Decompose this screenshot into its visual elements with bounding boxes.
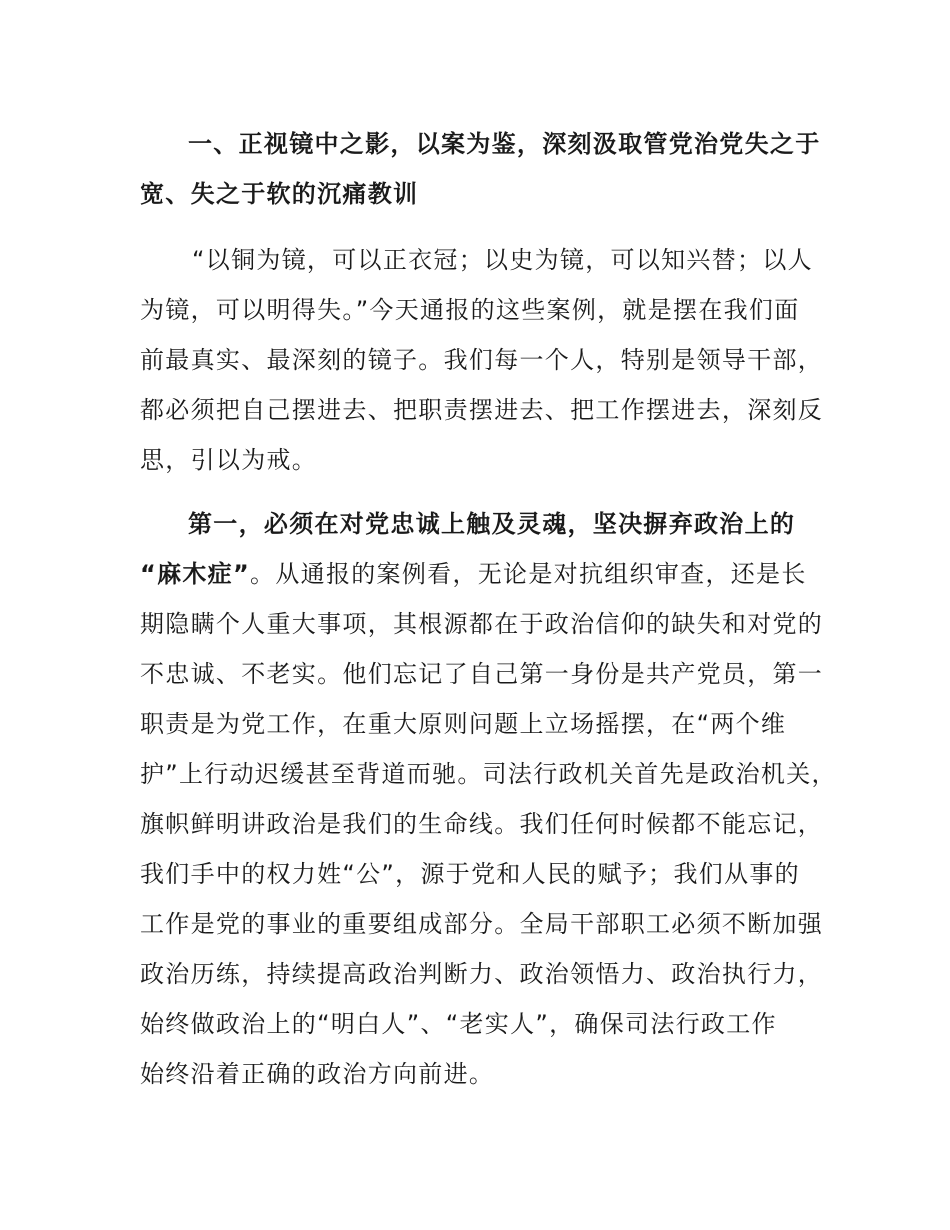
section-heading-line-2: 宽、失之于软的沉痛教训 — [140, 180, 419, 208]
paragraph-1-line-5: 思，引以为戒。 — [140, 446, 318, 474]
paragraph-2-line-9: 工作是党的事业的重要组成部分。全局干部职工必须不断加强 — [140, 910, 824, 938]
paragraph-2-line-6: 护”上行动迟缓甚至背道而驰。司法行政机关首先是政治机关， — [140, 760, 837, 788]
paragraph-2-line-2-text: 。从通报的案例看，无论是对抗组织审查，还是长 — [250, 560, 807, 588]
paragraph-2-line-10: 政治历练，持续提高政治判断力、政治领悟力、政治执行力， — [140, 960, 824, 988]
paragraph-2-line-3: 期隐瞒个人重大事项，其根源都在于政治信仰的缺失和对党的 — [140, 610, 824, 638]
paragraph-2-line-11: 始终做政治上的“明白人”、“老实人”，确保司法行政工作 — [140, 1010, 777, 1038]
paragraph-1-line-3: 前最真实、最深刻的镜子。我们每一个人，特别是领导干部， — [140, 346, 824, 374]
paragraph-2-line-5: 职责是为党工作，在重大原则问题上立场摇摆，在“两个维 — [140, 710, 787, 738]
paragraph-2-line-7: 旗帜鲜明讲政治是我们的生命线。我们任何时候都不能忘记， — [140, 810, 824, 838]
paragraph-1-line-1: “以铜为镜，可以正衣冠；以史为镜，可以知兴替；以人 — [192, 246, 813, 274]
section-heading-line-1: 一、正视镜中之影，以案为鉴，深刻汲取管党治党失之于 — [188, 130, 821, 158]
paragraph-2-line-2 — [140, 559, 807, 589]
paragraph-2-line-12: 始终沿着正确的政治方向前进。 — [140, 1060, 495, 1088]
paragraph-2-bold-phrase: “麻木症” — [140, 560, 251, 588]
paragraph-1-line-4: 都必须把自己摆进去、把职责摆进去、把工作摆进去，深刻反 — [140, 396, 824, 424]
paragraph-2-bold-line-1: 第一，必须在对党忠诚上触及灵魂，坚决摒弃政治上的 — [188, 510, 796, 538]
paragraph-1-line-2: 为镜，可以明得失。”今天通报的这些案例，就是摆在我们面 — [140, 296, 800, 324]
paragraph-2-line-8: 我们手中的权力姓“公”，源于党和人民的赋予；我们从事的 — [140, 860, 800, 888]
paragraph-2-line-4: 不忠诚、不老实。他们忘记了自己第一身份是共产党员，第一 — [140, 660, 824, 688]
